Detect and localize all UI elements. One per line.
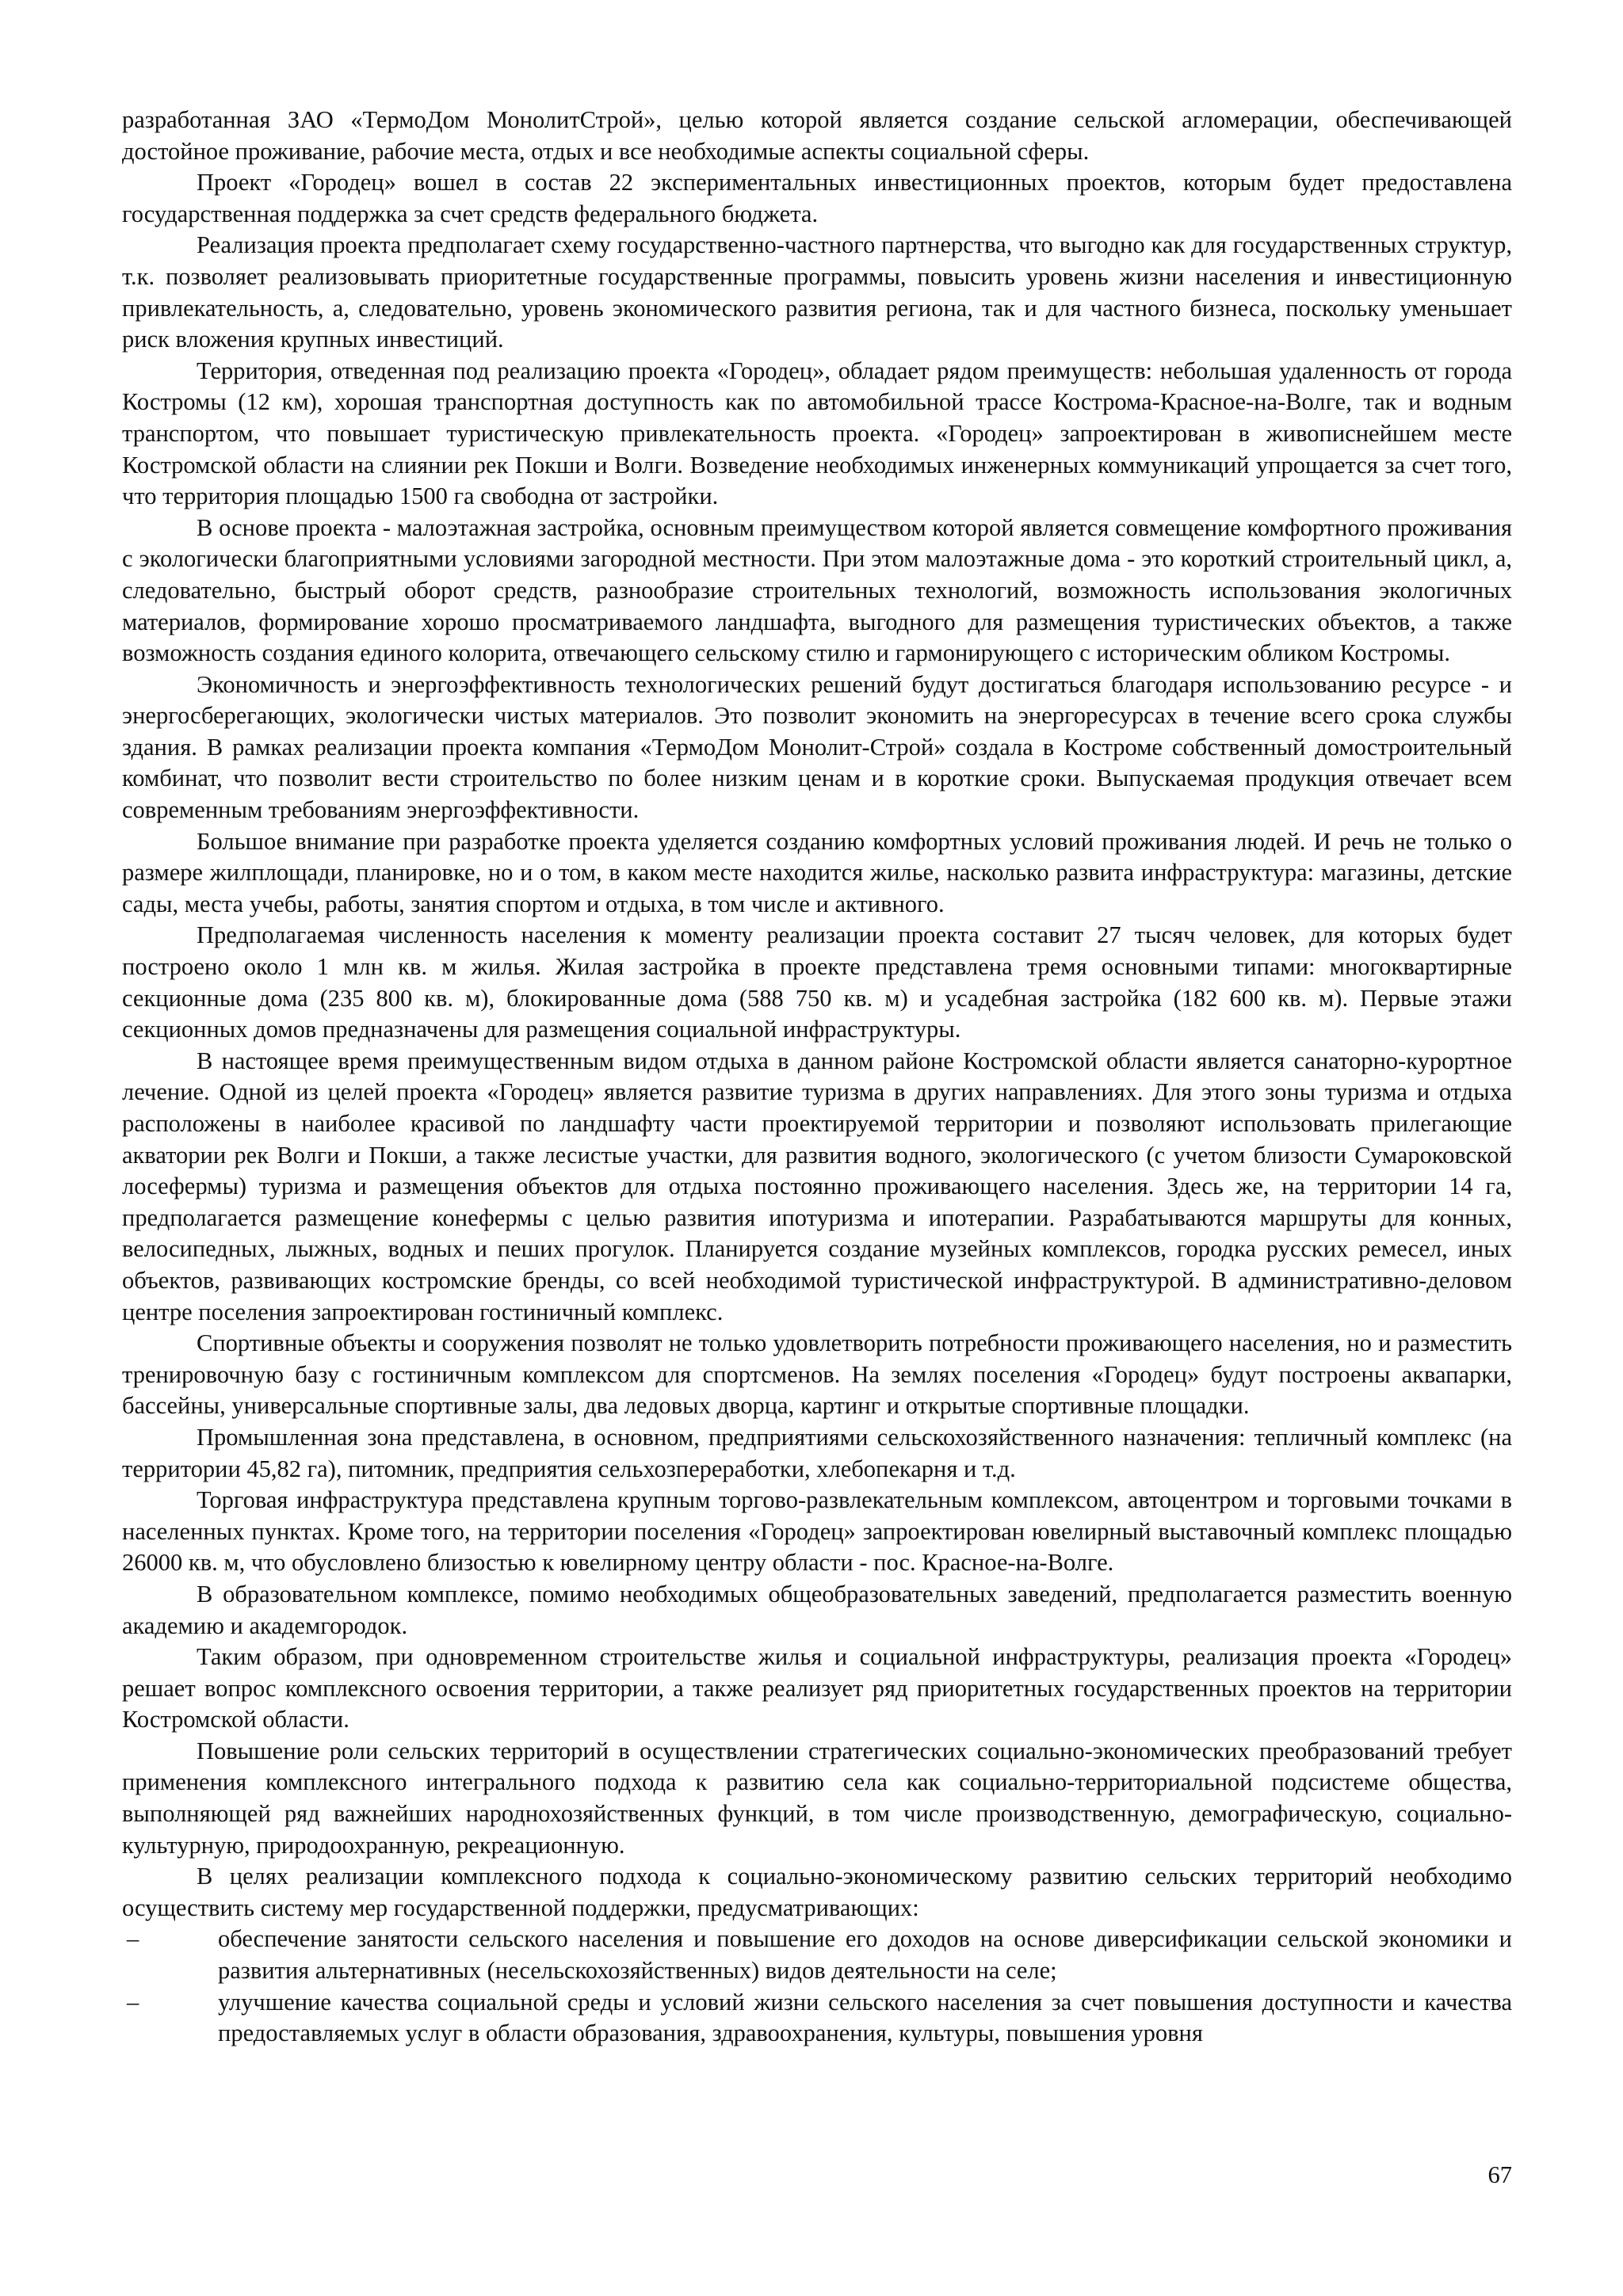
paragraph: В настоящее время преимущественным видом отдыха в данном районе Костромской области является санаторно-курортное лечение. Одной из целей проекта «Городец» является развитие туризма в других направлениях. Для этого зоны туризма и отдыха расположены в наиболее красивой по ландшафту части проектируемой территории и позволяют использовать прилегающие акватории рек Волги и Покши, а также лесистые участки, для развития водного, экологического (с учетом близости Сумароковской лосефермы) туризма и размещения объектов для отдыха постоянно проживающего населения. Здесь же, на территории 14 га, предполагается размещение конефермы с целью развития ипотуризма и ипотерапии. Разрабатываются маршруты для конных, велосипедных, лыжных, водных и пеших прогулок. Планируется создание музейных комплексов, городка русских ремесел, иных объектов, развивающих костромские бренды, со всей необходимой туристической инфраструктурой. В административно-деловом центре поселения запроектирован гостиничный комплекс. [122,1047,1512,1325]
page-number: 67 [1487,2161,1512,2188]
paragraph: В целях реализации комплексного подхода к социально-экономическому развитию сельских территорий необходимо осуществить систему мер государственной поддержки, предусматривающих: [122,1863,1512,1921]
paragraph: Предполагаемая численность населения к моменту реализации проекта составит 27 тысяч человек, для которых будет построено около 1 млн кв. м жилья. Жилая застройка в проекте представлена тремя основными типами: многоквартирные секционные дома (235 800 кв. м), блокированные дома (588 750 кв. м) и усадебная застройка (182 600 кв. м). Первые этажи секционных домов предназначены для размещения социальной инфраструктуры. [122,921,1512,1043]
paragraph: Повышение роли сельских территорий в осуществлении стратегических социально-экономических преобразований требует применения комплексного интегрального подхода к развитию села как социально-территориальной подсистеме общества, выполняющей ряд важнейших народнохозяйственных функций, в том числе производственную, демографическую, социально-культурную, природоохранную, рекреационную. [122,1737,1512,1859]
list-item [122,1987,1512,2050]
paragraph: Спортивные объекты и сооружения позволят не только удовлетворить потребности проживающего населения, но и разместить тренировочную базу с гостиничным комплексом для спортсменов. На землях поселения «Городец» будут построены аквапарки, бассейны, универсальные спортивные залы, два ледовых дворца, картинг и открытые спортивные площадки. [122,1329,1512,1420]
paragraph: В образовательном комплексе, помимо необходимых общеобразовательных заведений, предполагается разместить военную академию и академгородок. [122,1580,1512,1639]
paragraph: Экономичность и энергоэффективность технологических решений будут достигаться благодаря использованию ресурсе - и энергосберегающих, экологически чистых материалов. Это позволит экономить на энергоресурсах в течение всего срока службы здания. В рамках реализации проекта компания «ТермоДом Монолит-Строй» создала в Костроме собственный домостроительный комбинат, что позволит вести строительство по более низким ценам и в короткие сроки. Выпускаемая продукция отвечает всем современным требованиям энергоэффективности. [122,670,1512,824]
paragraph: Территория, отведенная под реализацию проекта «Городец», обладает рядом преимуществ: небольшая удаленность от города Костромы (12 км), хорошая транспортная доступность как по автомобильной трассе Кострома-Красное-на-Волге, так и водным транспортом, что повышает туристическую привлекательность проекта. «Городец» запроектирован в живописнейшем месте Костромской области на слиянии рек Покши и Волги. Возведение необходимых инженерных коммуникаций упрощается за счет того, что территория площадью 1500 га свободна от застройки. [122,357,1512,510]
paragraph: Торговая инфраструктура представлена крупным торгово-развлекательным комплексом, автоцентром и торговыми точками в населенных пунктах. Кроме того, на территории поселения «Городец» запроектирован ювелирный выставочный комплекс площадью 26000 кв. м, что обусловлено близостью к ювелирному центру области - пос. Красное-на-Волге. [122,1486,1512,1577]
list-item-text: улучшение качества социальной среды и условий жизни сельского населения за счет повышения доступности и качества предоставляемых услуг в области образования, здравоохранения, культуры, повышения уровня [218,1988,1512,2047]
list-marker: – [127,1925,139,1953]
list-item [122,1924,1512,1986]
paragraph: Реализация проекта предполагает схему государственно-частного партнерства, что выгодно как для государственных структур, т.к. позволяет реализовывать приоритетные государственные программы, повысить уровень жизни населения и инвестиционную привлекательность, а, следовательно, уровень экономического развития региона, так и для частного бизнеса, поскольку уменьшает риск вложения крупных инвестиций. [122,231,1512,353]
paragraph: Таким образом, при одновременном строительстве жилья и социальной инфраструктуры, реализация проекта «Городец» решает вопрос комплексного освоения территории, а также реализует ряд приоритетных государственных проектов на территории Костромской области. [122,1643,1512,1733]
list-marker: – [127,1988,139,2016]
bullet-list [122,1924,1512,2049]
paragraph: Проект «Городец» вошел в состав 22 экспериментальных инвестиционных проектов, которым будет предоставлена государственная поддержка за счет средств федерального бюджета. [122,169,1512,227]
paragraph: В основе проекта - малоэтажная застройка, основным преимуществом которой является совмещение комфортного проживания с экологически благоприятными условиями загородной местности. При этом малоэтажные дома - это короткий строительный цикл, а, следовательно, быстрый оборот средств, разнообразие строительных технологий, возможность использования экологичных материалов, формирование хорошо просматриваемого ландшафта, выгодного для размещения туристических объектов, а также возможность создания единого колорита, отвечающего сельскому стилю и гармонирующего с историческим обликом Костромы. [122,513,1512,667]
list-item-text: обеспечение занятости сельского населения и повышение его доходов на основе диверсификации сельской экономики и развития альтернативных (несельскохозяйственных) видов деятельности на селе; [218,1925,1512,1985]
paragraph: разработанная ЗАО «ТермоДом МонолитСтрой», целью которой является создание сельской агломерации, обеспечивающей достойное проживание, рабочие места, отдых и все необходимые аспекты социальной сферы. [122,106,1512,165]
paragraph: Промышленная зона представлена, в основном, предприятиями сельскохозяйственного назначения: тепличный комплекс (на территории 45,82 га), питомник, предприятия сельхозпереработки, хлебопекарня и т.д. [122,1423,1512,1482]
paragraph: Большое внимание при разработке проекта уделяется созданию комфортных условий проживания людей. И речь не только о размере жилплощади, планировке, но и о том, в каком месте находится жилье, насколько развита инфраструктура: магазины, детские сады, места учебы, работы, занятия спортом и отдыха, в том числе и активного. [122,827,1512,917]
document-body [122,105,1512,2050]
